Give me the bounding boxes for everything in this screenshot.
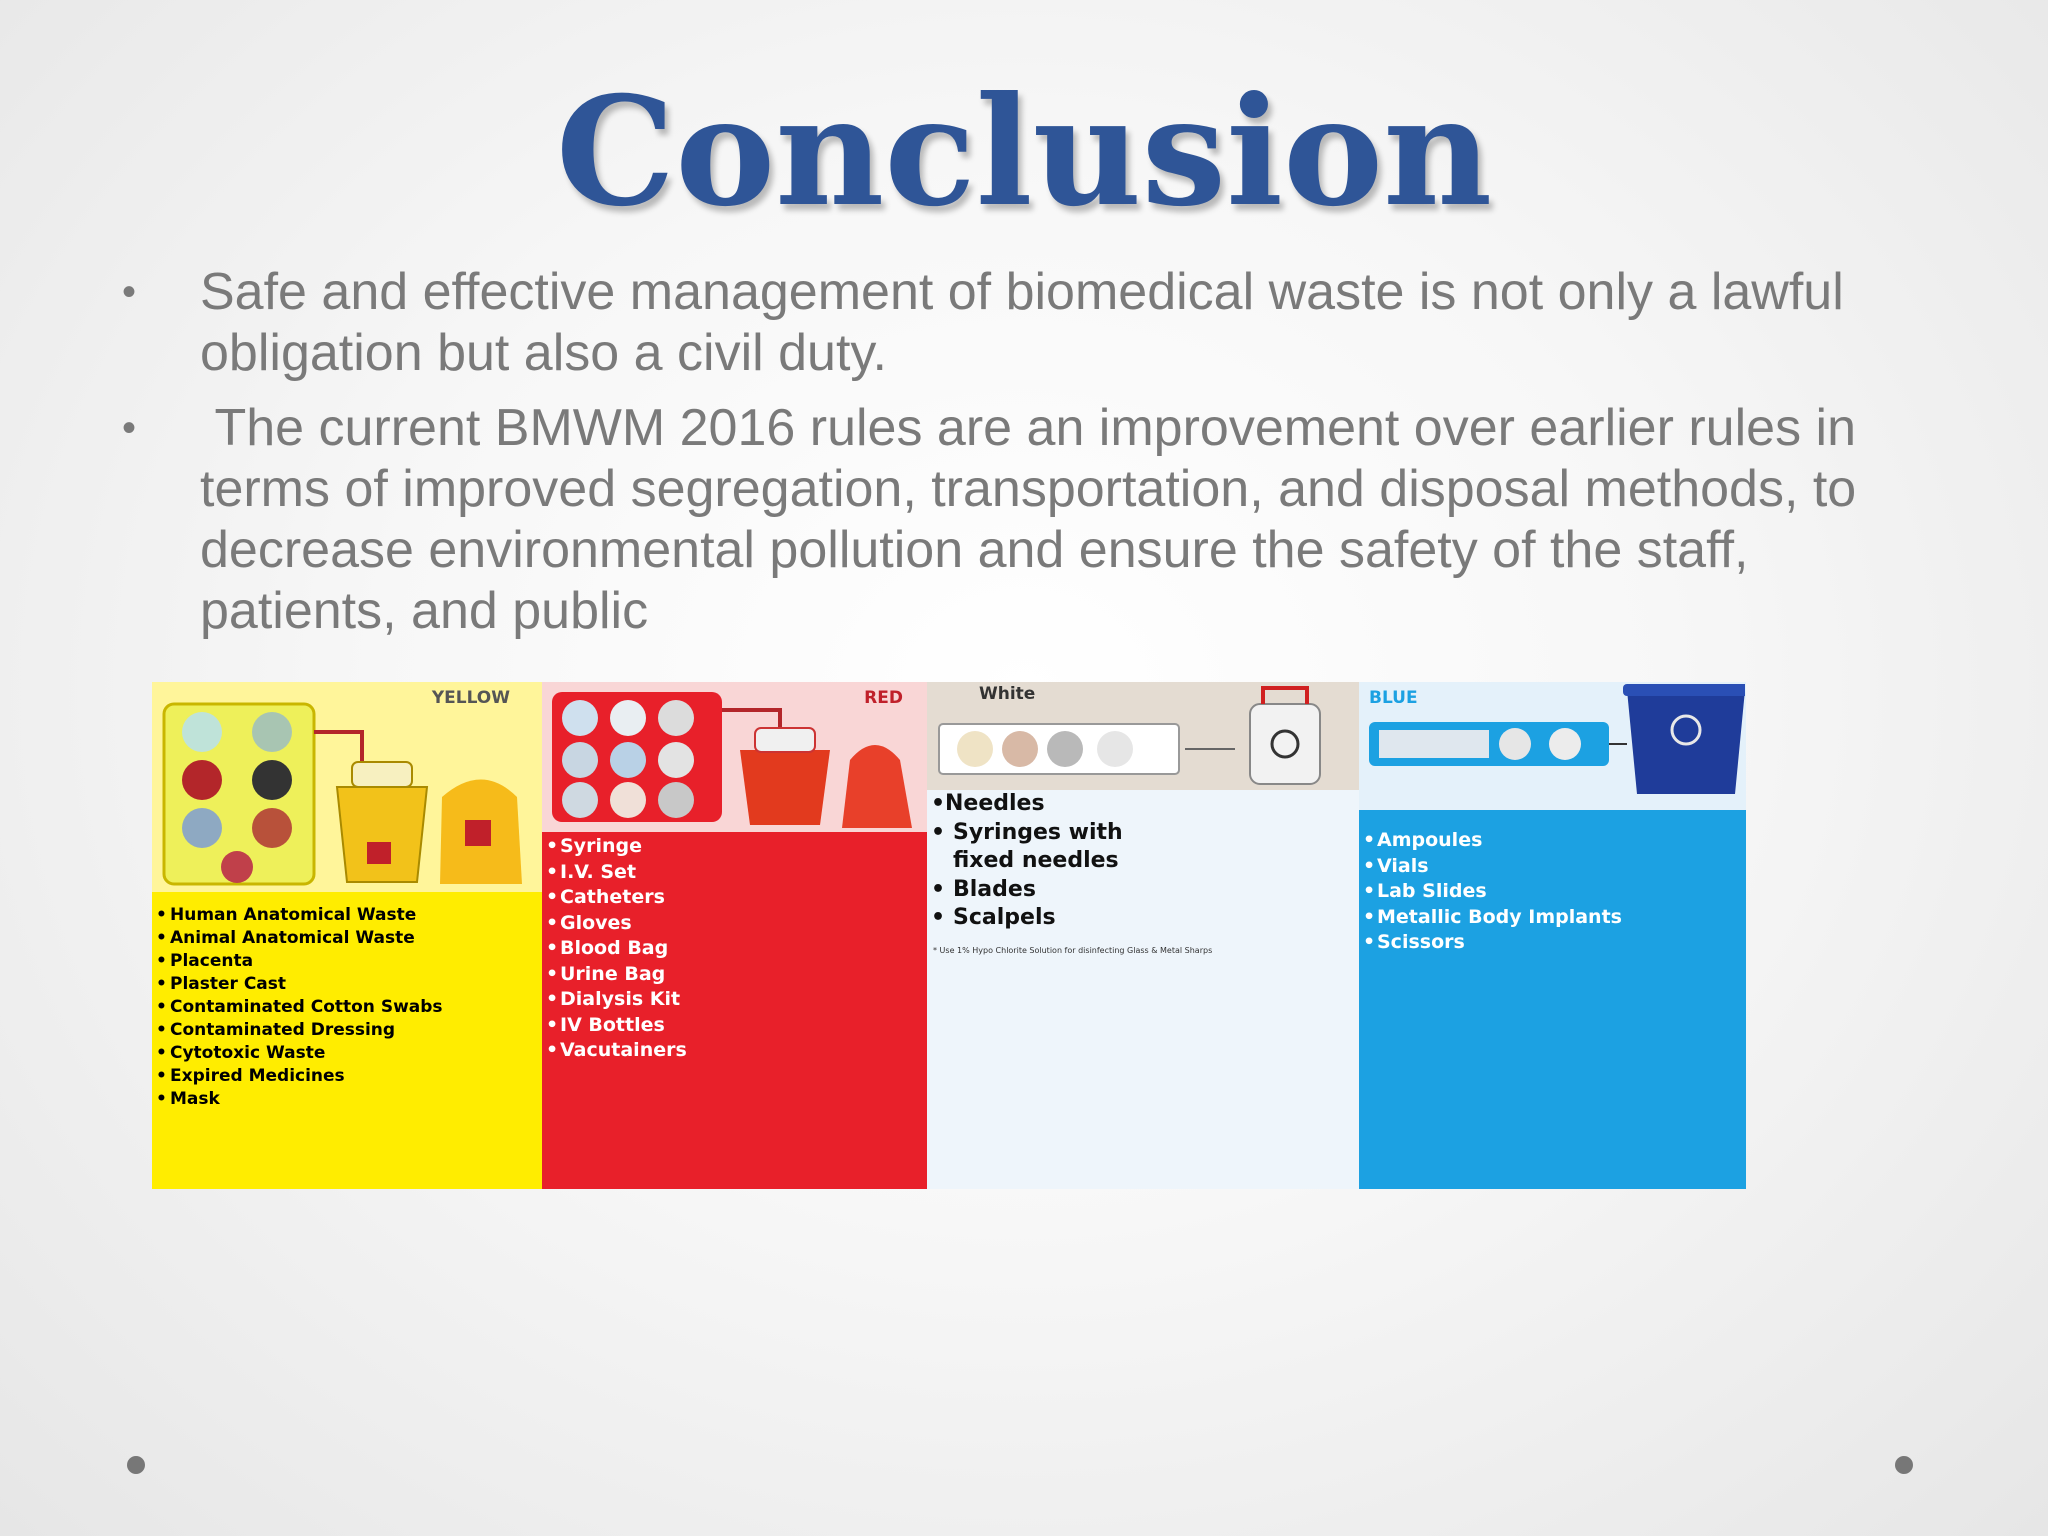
bullet-list	[118, 262, 1938, 656]
list-item: • Gloves	[542, 911, 922, 937]
list-item: • Contaminated Cotton Swabs	[152, 996, 532, 1019]
list-item: • Contaminated Dressing	[152, 1019, 532, 1042]
sharps-note: * Use 1% Hypo Chlorite Solution for disinfecting Glass & Metal Sharps	[933, 946, 1213, 955]
yellow-category	[152, 682, 542, 1189]
bullet-item	[118, 262, 1938, 384]
list-item: • Blood Bag	[542, 936, 922, 962]
list-item: • Human Anatomical Waste	[152, 904, 532, 927]
list-item: • Scissors	[1359, 930, 1739, 956]
bullet-text: Safe and effective management of biomedical waste is not only a lawful obligation but also a civil duty.	[200, 263, 1844, 382]
corner-dot-left	[127, 1456, 145, 1474]
white-category	[927, 682, 1359, 1189]
blue-header: BLUE	[1369, 688, 1418, 708]
list-item: • Plaster Cast	[152, 973, 532, 996]
list-item: • Urine Bag	[542, 962, 922, 988]
slide-title: Conclusion	[555, 64, 1493, 240]
list-item: • Syringes with fixed needles	[927, 819, 1183, 876]
red-item-list	[542, 834, 922, 1064]
list-item: • Vials	[1359, 854, 1739, 880]
corner-dot-right	[1895, 1456, 1913, 1474]
list-item: • IV Bottles	[542, 1013, 922, 1039]
list-item: • Needles	[927, 790, 1347, 819]
list-item: • Lab Slides	[1359, 879, 1739, 905]
yellow-item-list	[152, 904, 532, 1111]
bullet-marker: •	[122, 406, 137, 450]
list-item: • Blades	[927, 876, 1347, 905]
list-item: • Expired Medicines	[152, 1065, 532, 1088]
red-header: RED	[864, 688, 903, 708]
bullet-item	[118, 398, 1938, 642]
bullet-marker: •	[122, 270, 137, 314]
blue-waste-bin-icon	[1365, 682, 1745, 810]
white-header: White	[979, 684, 1036, 704]
sharps-container-icon	[935, 686, 1355, 790]
list-item: • Syringe	[542, 834, 922, 860]
list-item: • Scalpels	[927, 904, 1347, 933]
list-item: • Catheters	[542, 885, 922, 911]
red-category	[542, 682, 927, 1189]
blue-item-list	[1359, 828, 1739, 956]
list-item: • Ampoules	[1359, 828, 1739, 854]
list-item: • Animal Anatomical Waste	[152, 927, 532, 950]
list-item: • Dialysis Kit	[542, 987, 922, 1013]
list-item: • Placenta	[152, 950, 532, 973]
yellow-header: YELLOW	[431, 688, 510, 708]
waste-segregation-chart	[152, 682, 1746, 1189]
red-waste-bin-icon	[550, 690, 920, 830]
bullet-text: The current BMWM 2016 rules are an improvement over earlier rules in terms of improved segregation, transportation, and disposal methods, to decrease environmental pollution and ensure the safety of the staff, patients, and public	[200, 399, 1871, 640]
list-item: • Vacutainers	[542, 1038, 922, 1064]
blue-category	[1359, 682, 1746, 1189]
white-item-list	[927, 790, 1347, 933]
list-item: • I.V. Set	[542, 860, 922, 886]
yellow-waste-bin-icon	[162, 702, 532, 892]
list-item: • Metallic Body Implants	[1359, 905, 1739, 931]
list-item: • Cytotoxic Waste	[152, 1042, 532, 1065]
list-item: • Mask	[152, 1088, 532, 1111]
